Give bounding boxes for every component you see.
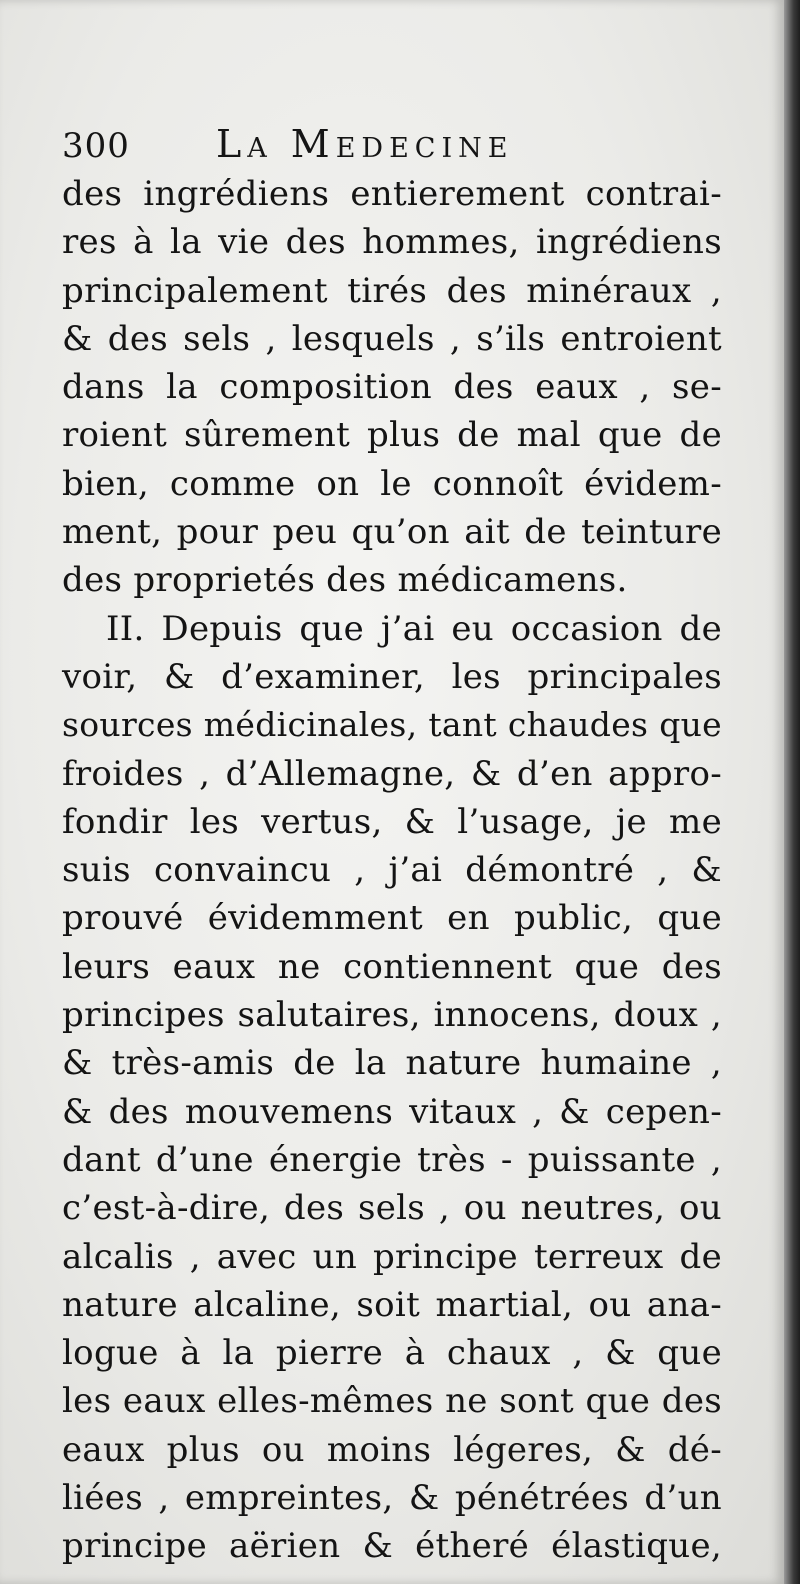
text-line: dant d’une énergie très - puissante , <box>62 1139 722 1180</box>
text-line: sources médicinales, tant chaudes que <box>62 705 722 745</box>
text-line: eaux plus ou moins légeres, & dé- <box>62 1429 722 1470</box>
text-line: alcalis , avec un principe terreux de <box>62 1236 722 1277</box>
text-line: des proprietés des médicamens. <box>62 560 628 601</box>
running-title: La Medecine <box>216 122 514 166</box>
text-line: & des sels , lesquels , s’ils entroient <box>62 318 722 359</box>
text-line: principe aërien & étheré élastique, <box>62 1526 722 1567</box>
text-line: c’est-à-dire, des sels , ou neutres, ou <box>62 1188 722 1229</box>
text-line: leurs eaux ne contiennent que des <box>62 946 722 987</box>
text-line: bien, comme on le connoît évidem- <box>62 463 722 504</box>
page-header <box>62 122 722 176</box>
text-line: fondir les vertus, & l’usage, je me <box>62 801 722 842</box>
text-line: roient sûrement plus de mal que de <box>62 415 722 456</box>
body-text <box>62 170 722 1571</box>
paragraph-start-line: II. Depuis que j’ai eu occasion de <box>106 608 722 649</box>
text-line: des ingrédiens entierement contrai- <box>62 174 722 214</box>
text-line: dans la composition des eaux , se- <box>62 367 722 408</box>
text-line: principes salutaires, innocens, doux , <box>62 995 722 1036</box>
text-line: froides , d’Allemagne, & d’en appro- <box>62 753 722 794</box>
text-line: ment, pour peu qu’on ait de teinture <box>62 512 722 553</box>
text-line: prouvé évidemment en public, que <box>62 898 722 939</box>
text-line: & très-amis de la nature humaine , <box>62 1043 722 1084</box>
text-line: nature alcaline, soit martial, ou ana- <box>62 1284 722 1325</box>
page-number: 300 <box>62 126 130 166</box>
text-line: voir, & d’examiner, les principales <box>62 656 722 697</box>
book-gutter <box>784 0 800 1584</box>
text-line: les eaux elles-mêmes ne sont que des <box>62 1381 722 1422</box>
text-line: logue à la pierre à chaux , & que <box>62 1333 722 1374</box>
text-line: res à la vie des hommes, ingrédiens <box>62 222 722 263</box>
text-line: principalement tirés des minéraux , <box>62 270 722 311</box>
text-line: & des mouvemens vitaux , & cepen- <box>62 1091 722 1132</box>
text-line: suis convaincu , j’ai démontré , & <box>62 850 722 891</box>
text-line: liées , empreintes, & pénétrées d’un <box>62 1478 722 1519</box>
